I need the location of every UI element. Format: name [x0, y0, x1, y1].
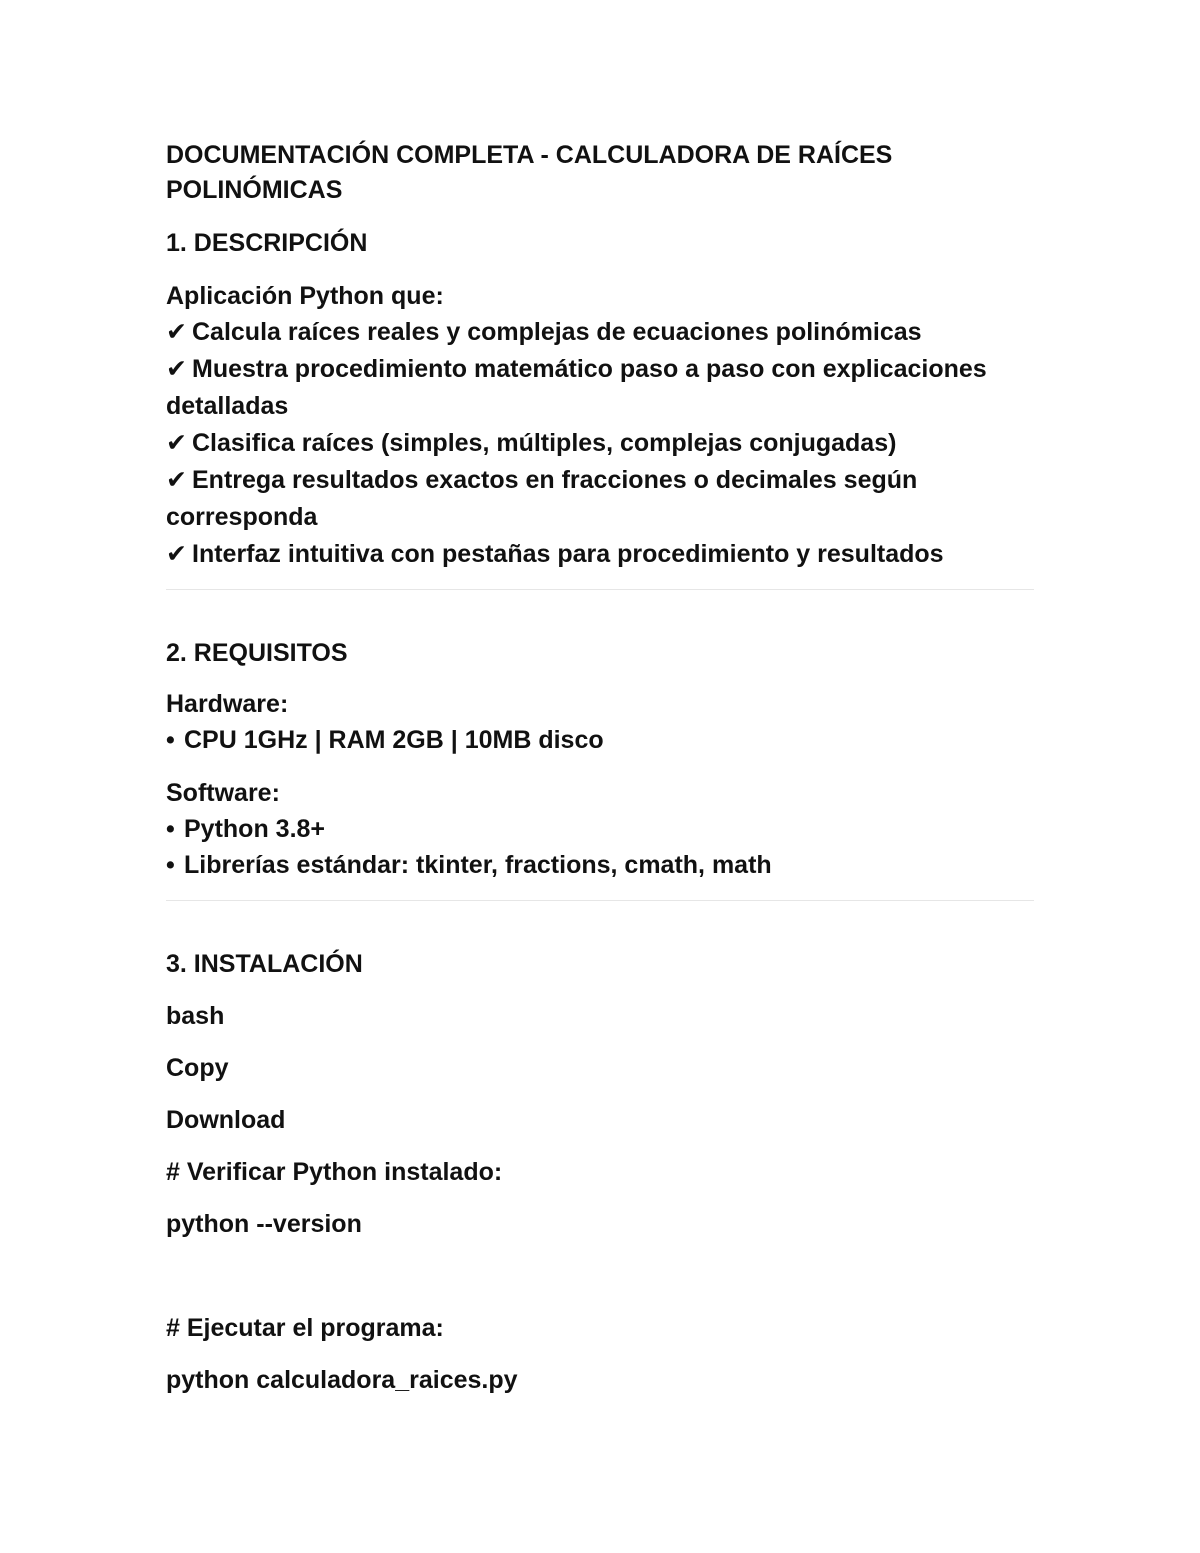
list-item: • Python 3.8+ — [166, 812, 325, 847]
download-button[interactable]: Download — [166, 1106, 286, 1134]
code-language-label: bash — [166, 1002, 225, 1030]
section-heading-descripcion: 1. DESCRIPCIÓN — [166, 229, 368, 257]
bullet-icon: • — [166, 851, 175, 879]
list-item: ✔ Calcula raíces reales y complejas de ecuaciones polinómicas — [166, 314, 1034, 351]
list-item: ✔ Muestra procedimiento matemático paso a paso con explicaciones detalladas — [166, 351, 1034, 425]
list-item: • Librerías estándar: tkinter, fractions, cmath, math — [166, 848, 772, 883]
check-icon: ✔ — [166, 466, 187, 494]
check-icon: ✔ — [166, 429, 187, 457]
description-intro: Aplicación Python que: — [166, 282, 444, 310]
hardware-label: Hardware: — [166, 690, 289, 718]
code-line: # Ejecutar el programa: — [166, 1314, 444, 1342]
check-icon: ✔ — [166, 318, 187, 346]
section-divider — [166, 900, 1034, 901]
section-heading-instalacion: 3. INSTALACIÓN — [166, 950, 363, 978]
bullet-icon: • — [166, 815, 175, 843]
copy-button[interactable]: Copy — [166, 1054, 229, 1082]
list-item: ✔ Entrega resultados exactos en fracciones o decimales según corresponda — [166, 462, 1034, 536]
section-heading-requisitos: 2. REQUISITOS — [166, 639, 348, 667]
list-item: • CPU 1GHz | RAM 2GB | 10MB disco — [166, 723, 604, 758]
bullet-icon: • — [166, 726, 175, 754]
software-label: Software: — [166, 779, 280, 807]
feature-list — [166, 314, 1034, 573]
section-divider — [166, 589, 1034, 590]
code-line: python calculadora_raices.py — [166, 1366, 518, 1394]
code-line: python --version — [166, 1210, 362, 1238]
check-icon: ✔ — [166, 540, 187, 568]
list-item: ✔ Clasifica raíces (simples, múltiples, complejas conjugadas) — [166, 425, 1034, 462]
check-icon: ✔ — [166, 355, 187, 383]
code-line: # Verificar Python instalado: — [166, 1158, 503, 1186]
list-item: ✔ Interfaz intuitiva con pestañas para procedimiento y resultados — [166, 536, 1034, 573]
document-title: DOCUMENTACIÓN COMPLETA - CALCULADORA DE RAÍCES POLINÓMICAS — [166, 141, 893, 204]
